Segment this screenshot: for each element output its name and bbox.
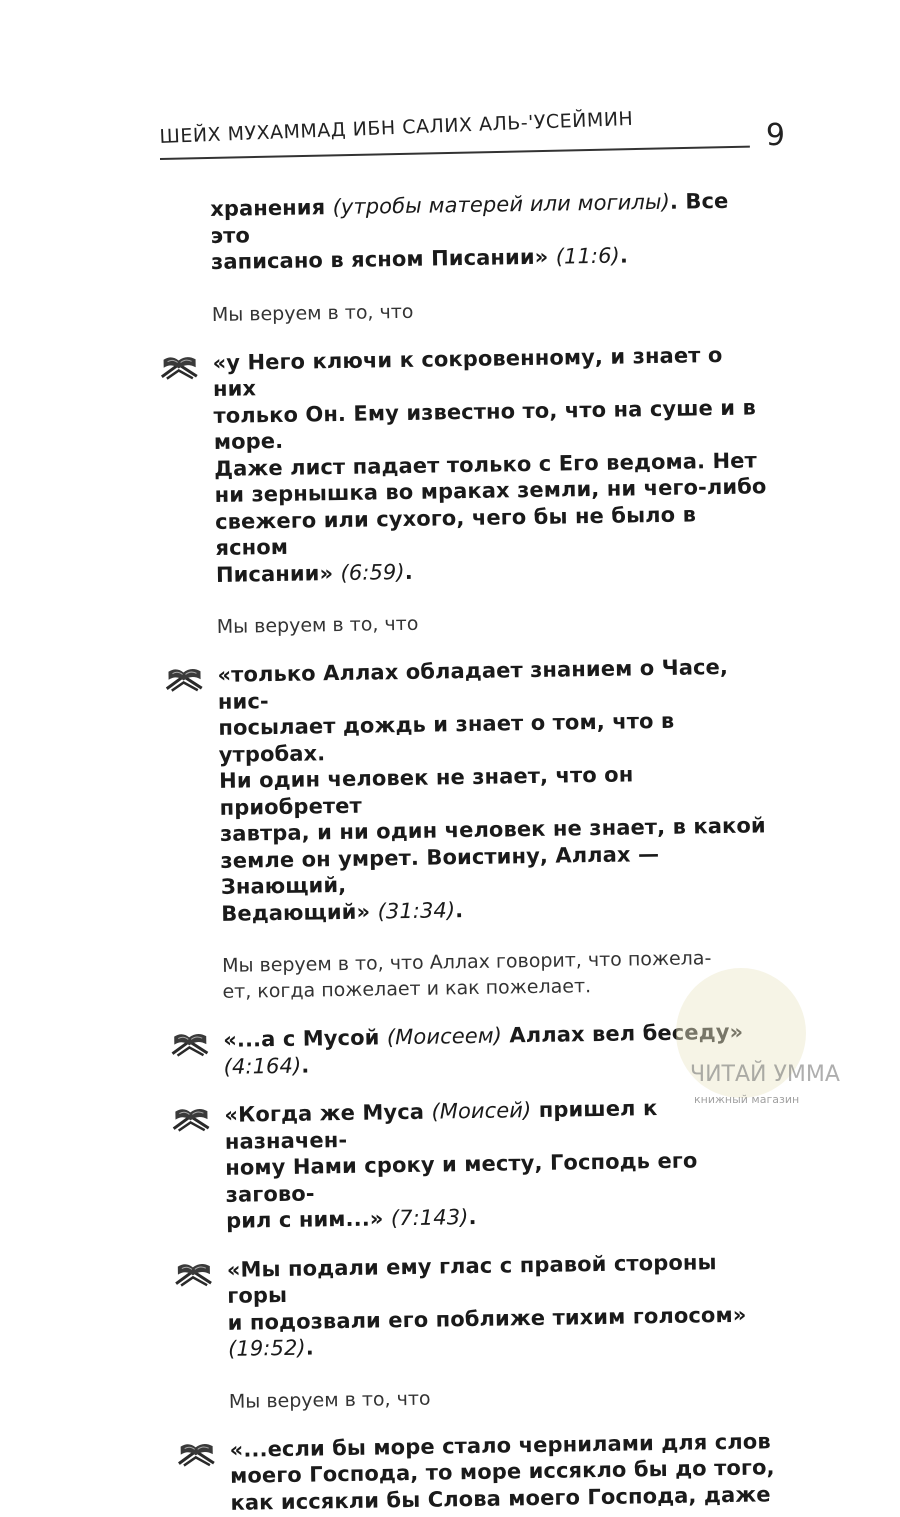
body-paragraph <box>212 293 767 328</box>
text-line <box>225 1146 781 1208</box>
text-line <box>212 341 768 403</box>
watermark-label: ЧИТАЙ УММА <box>690 1062 840 1087</box>
line-text: ет, когда пожелает и как пожелает. <box>222 975 592 1003</box>
text-line <box>217 653 773 715</box>
text-line <box>210 187 766 249</box>
text-line <box>219 759 775 821</box>
verse-text: посылает дождь и знает о том, что в утробах. <box>218 708 675 767</box>
verse-text: и подозвали его поближе тихим голосом» <box>227 1302 747 1335</box>
verse-text: «Мы подали ему глас с правой стороны горы <box>226 1249 717 1308</box>
line-text: Мы веруем в то, что <box>228 1387 431 1413</box>
open-book-icon <box>158 350 200 381</box>
verse-text: моего Господа, то море иссякло бы до того, <box>229 1455 775 1488</box>
text-line <box>229 1380 784 1415</box>
verse-text: хранения <box>210 195 333 221</box>
text-line <box>218 706 774 768</box>
body-paragraph <box>229 1380 784 1415</box>
verse-text: Ведающий» <box>221 898 378 926</box>
verse-text: . <box>619 243 629 268</box>
quran-verse <box>224 1093 781 1234</box>
watermark-subtitle: книжный магазин <box>694 1093 800 1106</box>
italic-gloss: (утробы матерей или могилы) <box>332 189 671 220</box>
italic-gloss: (7:143) <box>390 1205 469 1231</box>
verse-text: «у Него ключи к сокровенному, и знает о них <box>212 342 723 401</box>
italic-gloss: (4:164) <box>223 1053 302 1079</box>
line-text: Мы веруем в то, что <box>216 612 419 638</box>
text-line <box>212 293 767 328</box>
verse-text: . <box>454 897 464 922</box>
italic-gloss: (19:52) <box>227 1335 306 1361</box>
verse-text: «...если бы море стало чернилами для слов <box>229 1428 771 1462</box>
open-book-icon <box>169 1027 211 1058</box>
verse-text: как иссякли бы Слова моего Господа, даже <box>230 1481 771 1515</box>
text-line <box>217 605 772 640</box>
open-book-icon <box>163 662 205 693</box>
quran-verse <box>229 1428 785 1516</box>
verse-text: «...а с Мусой <box>223 1025 388 1052</box>
verse-text: «только Аллах обладает знанием о Часе, нис- <box>217 654 729 714</box>
italic-gloss: (31:34) <box>377 897 456 923</box>
verse-text: Писании» <box>215 560 341 587</box>
verse-text: «Когда же Муса <box>224 1099 432 1127</box>
header-title: ШЕЙХ МУХАММАД ИБН САЛИХ АЛЬ-'УСЕЙМИН <box>159 107 634 148</box>
line-text: Мы веруем в то, что <box>211 300 414 326</box>
verse-text: свежего или сухого, чего бы не было в ясном <box>214 501 697 560</box>
verse-text: только Он. Ему известно то, что на суше и в море. <box>213 394 757 454</box>
verse-text: завтра, и ни один человек не знает, в какой <box>219 813 766 846</box>
italic-gloss: (6:59) <box>340 559 405 585</box>
verse-text: пришел к назначен- <box>224 1096 658 1154</box>
verse-text: ному Нами сроку и месту, Господь его загово- <box>225 1148 698 1207</box>
verse-text: . <box>305 1335 314 1360</box>
verse-text: записано в ясном Писании» <box>210 244 556 274</box>
verse-text: Аллах вел беседу» <box>501 1019 744 1048</box>
verse-text: рил с ним...» <box>225 1206 392 1233</box>
line-text: Мы веруем в то, что Аллах говорит, что пожела- <box>221 947 712 977</box>
text-line <box>220 839 776 901</box>
text-line <box>213 394 769 456</box>
text-line <box>215 500 771 562</box>
text-line <box>227 1248 783 1310</box>
verse-text: ни зернышка во мраках земли, ни чего-либо <box>214 474 767 507</box>
quran-verse <box>212 341 771 588</box>
quran-verse <box>210 187 766 275</box>
italic-gloss: (11:6) <box>555 243 621 269</box>
open-book-icon <box>175 1437 217 1468</box>
verse-text: . <box>301 1053 310 1078</box>
verse-text: земле он умрет. Воистину, Аллах — Знающий, <box>220 841 660 899</box>
text-line <box>227 1301 783 1363</box>
header-rule <box>160 146 750 160</box>
open-book-icon <box>173 1257 215 1288</box>
verse-text: . <box>468 1204 477 1230</box>
italic-gloss: (Моисей) <box>431 1098 532 1124</box>
quran-verse <box>217 653 776 927</box>
italic-gloss: (Моисеем) <box>386 1023 503 1050</box>
verse-text: . <box>404 559 413 584</box>
page-number: 9 <box>765 118 785 153</box>
verse-text: Ни один человек не знает, что он приобретет <box>219 762 634 820</box>
quran-verse <box>227 1248 784 1363</box>
verse-text: Даже лист падает только с Его ведома. Нет <box>214 447 757 481</box>
page-body <box>210 187 786 1516</box>
body-paragraph <box>217 605 772 640</box>
verse-text: . Все это <box>210 188 729 248</box>
open-book-icon <box>170 1102 212 1133</box>
